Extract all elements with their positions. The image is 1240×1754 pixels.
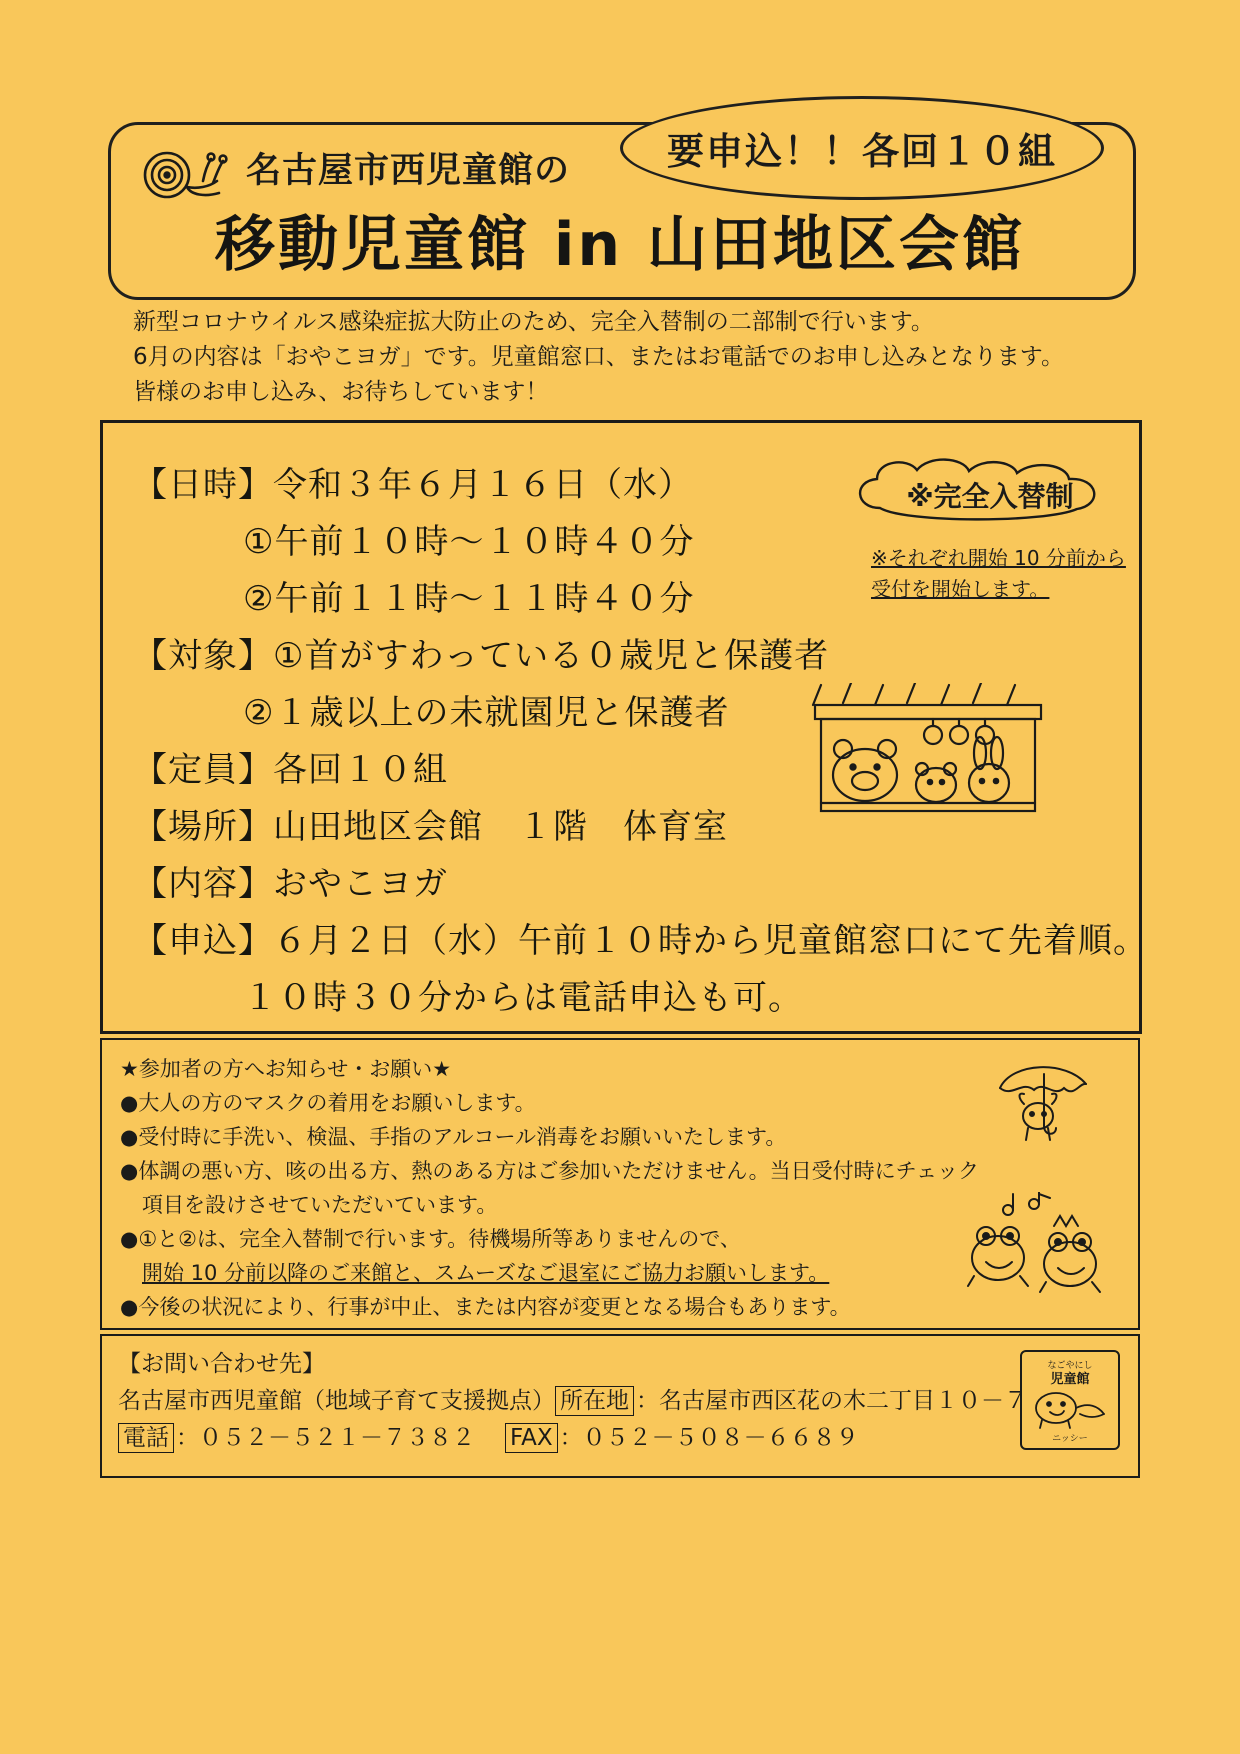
mascot-bottom-label: ニッシー <box>1052 1434 1088 1444</box>
notice-item: ●受付時に手洗い、検温、手指のアルコール消毒をお願いいたします。 <box>120 1125 787 1149</box>
detail-row: 【定員】各回１０組 <box>133 750 448 790</box>
frogs-music-illustration <box>958 1192 1118 1302</box>
tel-separator: ： <box>176 1425 199 1451</box>
contact-name: 名古屋市西児童館（地域子育て支援拠点） <box>118 1388 555 1414</box>
intro-line-2: 6月の内容は「おやこヨガ」です。児童館窓口、またはお電話でのお申し込みとなります。 <box>133 344 1064 370</box>
detail-row: 【場所】山田地区会館 １階 体育室 <box>133 807 728 847</box>
detail-row: 【内容】おやこヨガ <box>133 864 448 904</box>
detail-row: 【日時】令和３年６月１６日（水） <box>133 465 693 505</box>
fax-label: FAX <box>505 1423 558 1453</box>
address-separator: ： <box>636 1388 659 1414</box>
cloud-note <box>845 453 1135 528</box>
detail-row: ②１歳以上の未就園児と保護者 <box>243 693 730 733</box>
notice-item: 開始 10 分前以降のご来館と、スムーズなご退室にご協力お願いします。 <box>142 1261 830 1285</box>
notice-item: ●体調の悪い方、咳の出る方、熱のある方はご参加いただけません。当日受付時にチェック <box>120 1159 979 1183</box>
contact-box <box>100 1334 1140 1478</box>
mascot-character-icon <box>1022 1384 1118 1434</box>
address-label: 所在地 <box>555 1386 634 1416</box>
contact-phone-row <box>118 1420 998 1457</box>
detail-row: １０時３０分からは電話申込も可。 <box>243 978 803 1018</box>
detail-row: 【申込】６月２日（水）午前１０時から児童館窓口にて先着順。 <box>133 921 1148 961</box>
contact-fax: ０５２－５０８－６６８９ <box>582 1425 859 1451</box>
notice-item: 項目を設けさせていただいています。 <box>142 1193 498 1217</box>
reception-note <box>871 543 1141 605</box>
apply-required-badge <box>620 96 1104 200</box>
notice-item: ●今後の状況により、行事が中止、または内容が変更となる場合もあります。 <box>120 1295 851 1319</box>
contact-address: 名古屋市西区花の木二丁目１０－７ <box>659 1388 1027 1414</box>
event-details-box <box>100 420 1148 1034</box>
notices-list <box>120 1052 1010 1324</box>
umbrella-child-illustration <box>992 1054 1112 1144</box>
detail-row: ②午前１１時～１１時４０分 <box>243 579 695 619</box>
mascot-logo <box>1020 1350 1120 1450</box>
contact-name-row <box>118 1383 1027 1420</box>
notice-item: ●①と②は、完全入替制で行います。待機場所等ありませんので、 <box>120 1227 741 1251</box>
organization-line: 名古屋市西児童館の <box>246 151 571 191</box>
reception-note-line-1: ※それぞれ開始 10 分前から <box>871 546 1126 570</box>
reception-note-line-2: 受付を開始します。 <box>871 577 1050 601</box>
cloud-note-label: ※完全入替制 <box>906 480 1074 513</box>
fax-separator: ： <box>559 1425 583 1451</box>
intro-line-3: 皆様のお申し込み、お待ちしています！ <box>133 379 549 405</box>
detail-row: 【対象】①首がすわっている０歳児と保護者 <box>133 636 830 676</box>
notices-heading: ★参加者の方へお知らせ・お願い★ <box>120 1057 452 1081</box>
mascot-name-label: 児童館 <box>1050 1372 1090 1387</box>
notice-item: ●大人の方のマスクの着用をお願いします。 <box>120 1091 536 1115</box>
window-animals-illustration <box>803 683 1053 828</box>
contact-tel: ０５２－５２１－７３８２ <box>199 1425 475 1451</box>
intro-paragraph <box>133 305 1093 410</box>
page-title: 移動児童館 in 山田地区会館 <box>214 210 1026 280</box>
contact-heading: 【お問い合わせ先】 <box>118 1351 325 1377</box>
tel-label: 電話 <box>118 1423 174 1453</box>
intro-line-1: 新型コロナウイルス感染症拡大防止のため、完全入替制の二部制で行います。 <box>133 309 934 335</box>
apply-required-label: 要申込！！各回１０組 <box>667 130 1057 173</box>
detail-row: ①午前１０時～１０時４０分 <box>243 522 695 562</box>
notices-box <box>100 1038 1140 1330</box>
contact-details <box>118 1346 1027 1457</box>
mascot-top-label: なごやにし <box>1047 1361 1093 1371</box>
